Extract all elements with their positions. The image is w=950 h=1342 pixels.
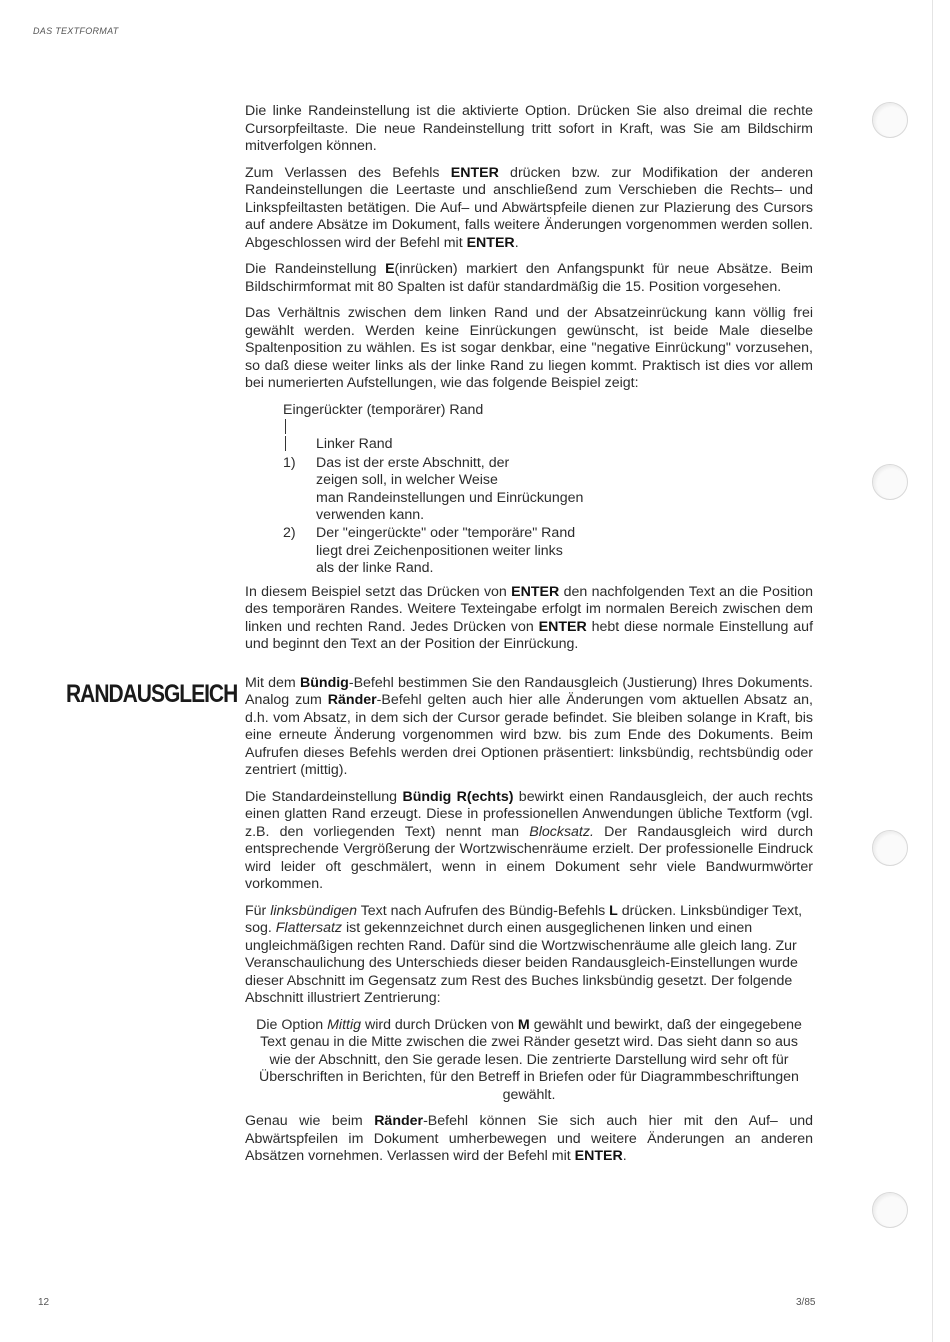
indent-example [283,402,813,578]
example-left-margin-label: Linker Rand [316,436,393,453]
paragraph: Die Randeinstellung E(inrücken) markiert den Anfangspunkt für neue Absätze. Beim Bildschirmformat mit 80 Spalten ist dafür standardmäßig die 15. Position vorgesehen. [245,261,813,295]
example-item: 1) Das ist der erste Abschnitt, der zeigen soll, in welcher Weise man Randeinstellungen und Einrückungen verwenden kann. [283,454,584,524]
paragraph: Zum Verlassen des Befehls ENTER drücken bzw. zur Modifikation der anderen Randeinstellungen die Leertaste und anschließend zum Verschieben die Rechts– und Linkspfeiltasten betätigen. Die Auf– und Abwärtspfeile dienen zur Plazierung des Cursors auf andere Absätze im Dokument, falls weitere Änderungen vorgenommen werden sollen. Abgeschlossen wird der Befehl mit ENTER. [245,164,813,251]
section-heading: RANDAUSGLEICH [66,680,238,708]
paragraph: Mit dem Bündig-Befehl bestimmen Sie den Randausgleich (Justierung) Ihres Dokuments. Analog zum Ränder-Befehl gelten auch hier alle Änderungen vom aktuellen Absatz an, d.h. vom Absatz, in dem sich der Cursor gerade befindet. Sie bleiben solange in Kraft, bis eine erneute Änderung vorgenommen wird bzw. bis zum Ende des Dokuments. Beim Aufrufen dieses Befehls werden drei Optionen präsentiert: linksbündig, rechtsbündig oder zentriert (mittig). [245,674,813,779]
body-text [245,103,813,1175]
binder-hole [872,830,908,866]
paragraph-left-aligned: Für linksbündigen Text nach Aufrufen des Bündig-Befehls L drücken. Linksbündiger Text, sog. Flattersatz ist gekennzeichnet durch einen ausgeglichenen linken und einen ungleichmäßigen rechten Rand. Dafür sind die Wortzwischenräume alle gleich lang. Zur Veranschaulichung des Unterschieds dieser beiden Randausgleich-Einstellungen wurde dieser Abschnitt im Gegensatz zum Rest des Buches linksbündig gesetzt. Der folgende Abschnitt illustriert Zentrierung: [245,902,803,1007]
paragraph: Genau wie beim Ränder-Befehl können Sie sich auch hier mit den Auf– und Abwärtspfeilen im Dokument umherbewegen und weitere Änderungen an anderen Absätzen vornehmen. Verlassen wird der Befehl mit ENTER. [245,1113,813,1165]
paragraph: Die Standardeinstellung Bündig R(echts) bewirkt einen Randausgleich, der auch rechts einen glatten Rand erzeugt. Diese in professionellen Anwendungen übliche Textform (vgl. z.B. den vorliegenden Text) nennt man Blocksatz. Der Randausgleich wird durch entsprechende Vergrößerung der Wortzwischenräume erzielt. Der professionelle Eindruck wird leider oft geschmälert, wenn in einem Dokument sehr viele Bandwurmwörter vorkommen. [245,788,813,893]
date-code: 3/85 [796,1297,816,1308]
running-title: DAS TEXTFORMAT [33,26,119,36]
margin-marker [285,436,286,451]
paragraph: Das Verhältnis zwischen dem linken Rand und der Absatzeinrückung kann völlig frei gewählt werden. Werden keine Einrückungen gewünscht, ist beide Male dieselbe Spaltenposition zu wählen. Es ist sogar denkbar, eine "negative Einrückung" vorzusehen, so daß diese weiter links als der linke Rand zu liegen kommt. Praktisch ist dies vor allem bei numerierten Aufstellungen, wie das folgende Beispiel zeigt: [245,305,813,391]
paragraph: In diesem Beispiel setzt das Drücken von ENTER den nachfolgenden Text an die Position des temporären Randes. Weitere Texteingabe erfolgt im normalen Bereich zwischen dem linken und rechten Rand. Jedes Drücken von ENTER hebt diese normale Einstellung auf und beginnt den Text an der Position der Einrückung. [245,583,814,653]
margin-marker [285,419,286,434]
example-temp-margin-label: Eingerückter (temporärer) Rand [283,401,484,418]
page-edge-rule [932,0,933,1342]
paragraph: Die linke Randeinstellung ist die aktivierte Option. Drücken Sie also dreimal die rechte Cursorpfeiltaste. Die neue Randeinstellung tritt sofort in Kraft, was Sie am Bildschirm mitverfolgen können. [245,103,813,154]
binder-hole [872,1192,908,1228]
binder-hole [872,464,908,500]
paragraph-centered: Die Option Mittig wird durch Drücken von M gewählt und bewirkt, daß der eingegebene Text genau in die Mitte zwischen die zwei Ränder gesetzt wird. Das sieht dann so aus wie der Abschnitt, den Sie gerade lesen. Die zentrierte Darstellung wird sehr oft für Überschriften in Berichten, für den Betreff in Briefen oder für Diagrammbeschriftungen gewählt. [256,1016,802,1103]
binder-hole [872,102,908,138]
page-number: 12 [38,1297,50,1308]
example-item: 2) Der "eingerückte" oder "temporäre" Rand liegt drei Zeichenpositionen weiter links als der linke Rand. [283,525,576,577]
